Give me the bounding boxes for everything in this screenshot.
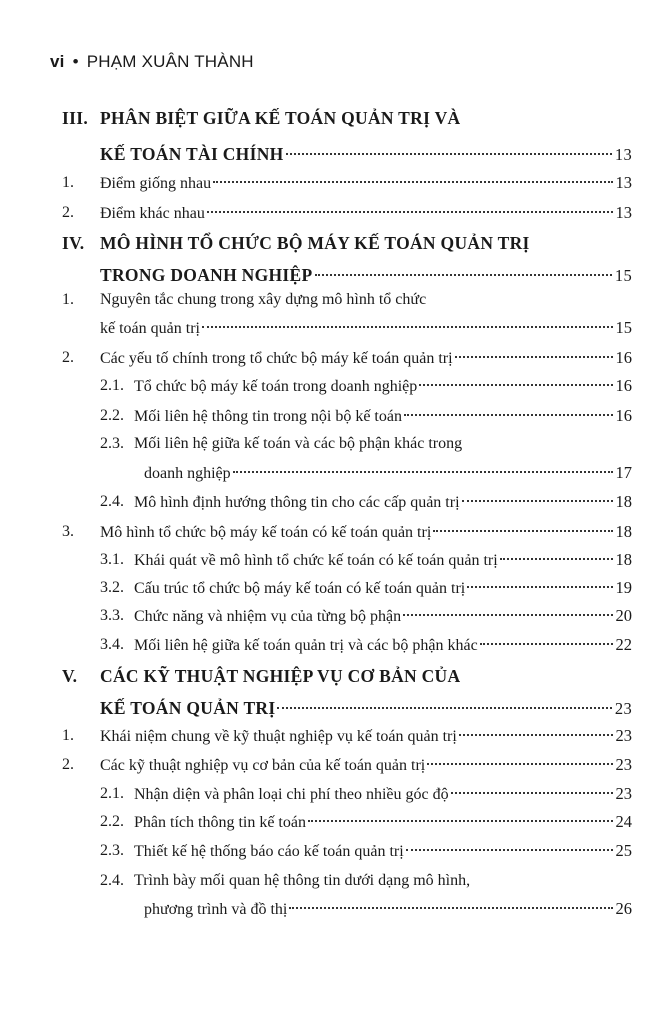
toc-entry: [100, 779, 632, 809]
toc-entry-number: 2.4.: [100, 872, 124, 889]
dot-leader: [406, 848, 613, 851]
toc-entry-number: 2.: [62, 204, 74, 221]
toc-entry-page: 23: [615, 784, 632, 803]
toc-entry-page: 20: [615, 606, 632, 625]
toc-entry: [62, 198, 632, 228]
toc-entry-page: 13: [614, 145, 632, 164]
toc-entry-title: Mối liên hệ giữa kế toán quản trị và các bộ phận khác: [134, 637, 478, 654]
toc-entry-title: MÔ HÌNH TỔ CHỨC BỘ MÁY KẾ TOÁN QUẢN TRỊ: [100, 233, 530, 253]
toc-entry-title: Tổ chức bộ máy kế toán trong doanh nghiệp: [134, 378, 418, 395]
toc-entry-number: 3.4.: [100, 636, 124, 653]
toc-entry-page: 23: [615, 755, 632, 774]
toc-entry: [62, 168, 632, 198]
dot-leader: [480, 642, 613, 645]
toc-entry: [100, 139, 632, 169]
toc-entry-title: Nguyên tắc chung trong xây dựng mô hình tổ chức: [100, 291, 427, 308]
toc-entry-page: 24: [615, 812, 632, 831]
toc-entry-number: 2.: [62, 756, 74, 773]
toc-entry-title: Điểm khác nhau: [100, 205, 205, 222]
toc-entry-title: Các kỹ thuật nghiệp vụ cơ bản của kế toán quản trị: [100, 757, 426, 774]
dot-leader: [308, 819, 613, 822]
toc-entry-number: 2.2.: [100, 813, 124, 830]
toc-entry-page: 22: [615, 635, 632, 654]
toc-entry-number: 3.1.: [100, 551, 124, 568]
toc-entry: [144, 894, 632, 924]
toc-entry: [100, 545, 632, 575]
toc-entry-title: doanh nghiệp: [144, 465, 231, 482]
dot-leader: [289, 906, 612, 909]
toc-entry-page: 23: [614, 699, 632, 718]
dot-leader: [500, 557, 613, 560]
dot-leader: [459, 733, 613, 736]
toc-entry: [100, 487, 632, 517]
dot-leader: [207, 210, 613, 213]
toc-entry-title: KẾ TOÁN QUẢN TRỊ: [100, 698, 276, 718]
dot-leader: [315, 273, 612, 276]
dot-leader: [427, 762, 612, 765]
toc-entry: [100, 807, 632, 837]
toc-entry-title: Mối liên hệ thông tin trong nội bộ kế toán: [134, 408, 402, 425]
dot-leader: [433, 529, 612, 532]
toc-entry-number: 2.3.: [100, 842, 124, 859]
toc-entry-page: 17: [615, 463, 632, 482]
dot-leader: [277, 706, 611, 709]
toc-entry: [100, 836, 632, 866]
toc-entry-number: III.: [62, 108, 89, 128]
toc-entry-page: 16: [615, 348, 632, 367]
dot-leader: [286, 152, 612, 155]
toc-entry-page: 26: [615, 899, 632, 918]
toc-entry: [100, 693, 632, 723]
toc-entry-page: 18: [615, 492, 632, 511]
dot-leader: [233, 470, 613, 473]
dot-leader: [202, 325, 613, 328]
toc-entry-page: 19: [615, 578, 632, 597]
toc-entry: [144, 458, 632, 488]
toc-entry-title: Chức năng và nhiệm vụ của từng bộ phận: [134, 608, 402, 625]
dot-leader: [404, 413, 613, 416]
dot-leader: [455, 355, 613, 358]
toc-entry-number: 3.2.: [100, 579, 124, 596]
toc-entry-title: Mô hình tổ chức bộ máy kế toán có kế toán quản trị: [100, 524, 432, 541]
header-page-number: vi: [50, 52, 65, 71]
dot-leader: [467, 585, 612, 588]
toc-entry-title: kế toán quản trị: [100, 320, 200, 337]
dot-leader: [403, 613, 612, 616]
toc-entry-title: PHÂN BIỆT GIỮA KẾ TOÁN QUẢN TRỊ VÀ: [100, 108, 461, 128]
toc-entry: [62, 517, 632, 547]
toc-entry-number: 1.: [62, 291, 74, 308]
toc-entry-page: 13: [615, 173, 632, 192]
toc-entry: [100, 573, 632, 603]
toc-entry-number: 3.: [62, 523, 74, 540]
toc-entry-title: CÁC KỸ THUẬT NGHIỆP VỤ CƠ BẢN CỦA: [100, 666, 461, 686]
toc-entry-page: 18: [615, 550, 632, 569]
header-author: PHẠM XUÂN THÀNH: [86, 52, 254, 71]
toc-entry-number: 3.3.: [100, 607, 124, 624]
toc-entry: [100, 601, 632, 631]
toc-entry-title: Trình bày mối quan hệ thông tin dưới dạng mô hình,: [134, 872, 471, 889]
toc-entry-page: 16: [615, 406, 632, 425]
toc-entry-number: IV.: [62, 233, 85, 253]
toc-entry-title: Thiết kế hệ thống báo cáo kế toán quản trị: [134, 843, 404, 860]
toc-entry-number: 2.4.: [100, 493, 124, 510]
toc-entry-title: Phân tích thông tin kế toán: [134, 814, 306, 831]
toc-entry-number: 2.: [62, 349, 74, 366]
toc-entry-number: 2.2.: [100, 407, 124, 424]
toc-entry-number: 2.1.: [100, 785, 124, 802]
toc-entry-title: Mô hình định hướng thông tin cho các cấp quản trị: [134, 494, 460, 511]
toc-entry-page: 18: [615, 522, 632, 541]
toc-entry-title: KẾ TOÁN TÀI CHÍNH: [100, 144, 284, 164]
toc-entry: [62, 661, 632, 691]
toc-entry-page: 13: [615, 203, 632, 222]
toc-entry-title: phương trình và đồ thị: [144, 901, 288, 918]
toc-entry: [100, 371, 632, 401]
toc-entry-title: Các yếu tố chính trong tổ chức bộ máy kế toán quản trị: [100, 350, 453, 367]
toc-entry-number: 2.3.: [100, 435, 124, 452]
toc-entry-title: TRONG DOANH NGHIỆP: [100, 265, 313, 285]
toc-entry-title: Điểm giống nhau: [100, 175, 212, 192]
dot-leader: [451, 791, 613, 794]
toc-entry-page: 15: [614, 266, 632, 285]
toc-entry: [62, 343, 632, 373]
toc-entry: [62, 103, 632, 133]
toc-entry-page: 15: [615, 318, 632, 337]
toc-entry-page: 25: [615, 841, 632, 860]
toc-entry-number: V.: [62, 666, 78, 686]
toc-entry-page: 16: [615, 376, 632, 395]
toc-entry-title: Khái quát về mô hình tổ chức kế toán có kế toán quản trị: [134, 552, 498, 569]
dot-leader: [419, 383, 612, 386]
toc-entry-number: 1.: [62, 727, 74, 744]
toc-entry-page: 23: [615, 726, 632, 745]
toc-entry: [100, 429, 632, 459]
toc-entry: [100, 866, 632, 896]
toc-entry-title: Cấu trúc tổ chức bộ máy kế toán có kế toán quản trị: [134, 580, 466, 597]
toc-entry-number: 2.1.: [100, 377, 124, 394]
dot-leader: [213, 180, 612, 183]
toc-entry-title: Mối liên hệ giữa kế toán và các bộ phận khác trong: [134, 435, 463, 452]
toc-entry: [100, 630, 632, 660]
toc-entry-title: Khái niệm chung về kỹ thuật nghiệp vụ kế toán quản trị: [100, 728, 457, 745]
toc-entry: [62, 721, 632, 751]
toc-entry: [62, 228, 632, 258]
toc-entry-number: 1.: [62, 174, 74, 191]
toc-entry-title: Nhận diện và phân loại chi phí theo nhiều góc độ: [134, 786, 449, 803]
dot-leader: [462, 499, 613, 502]
header-separator: •: [72, 52, 79, 71]
toc-entry: [62, 750, 632, 780]
toc-entry: [100, 401, 632, 431]
toc-entry: [100, 313, 632, 343]
toc-entry: [62, 285, 632, 315]
